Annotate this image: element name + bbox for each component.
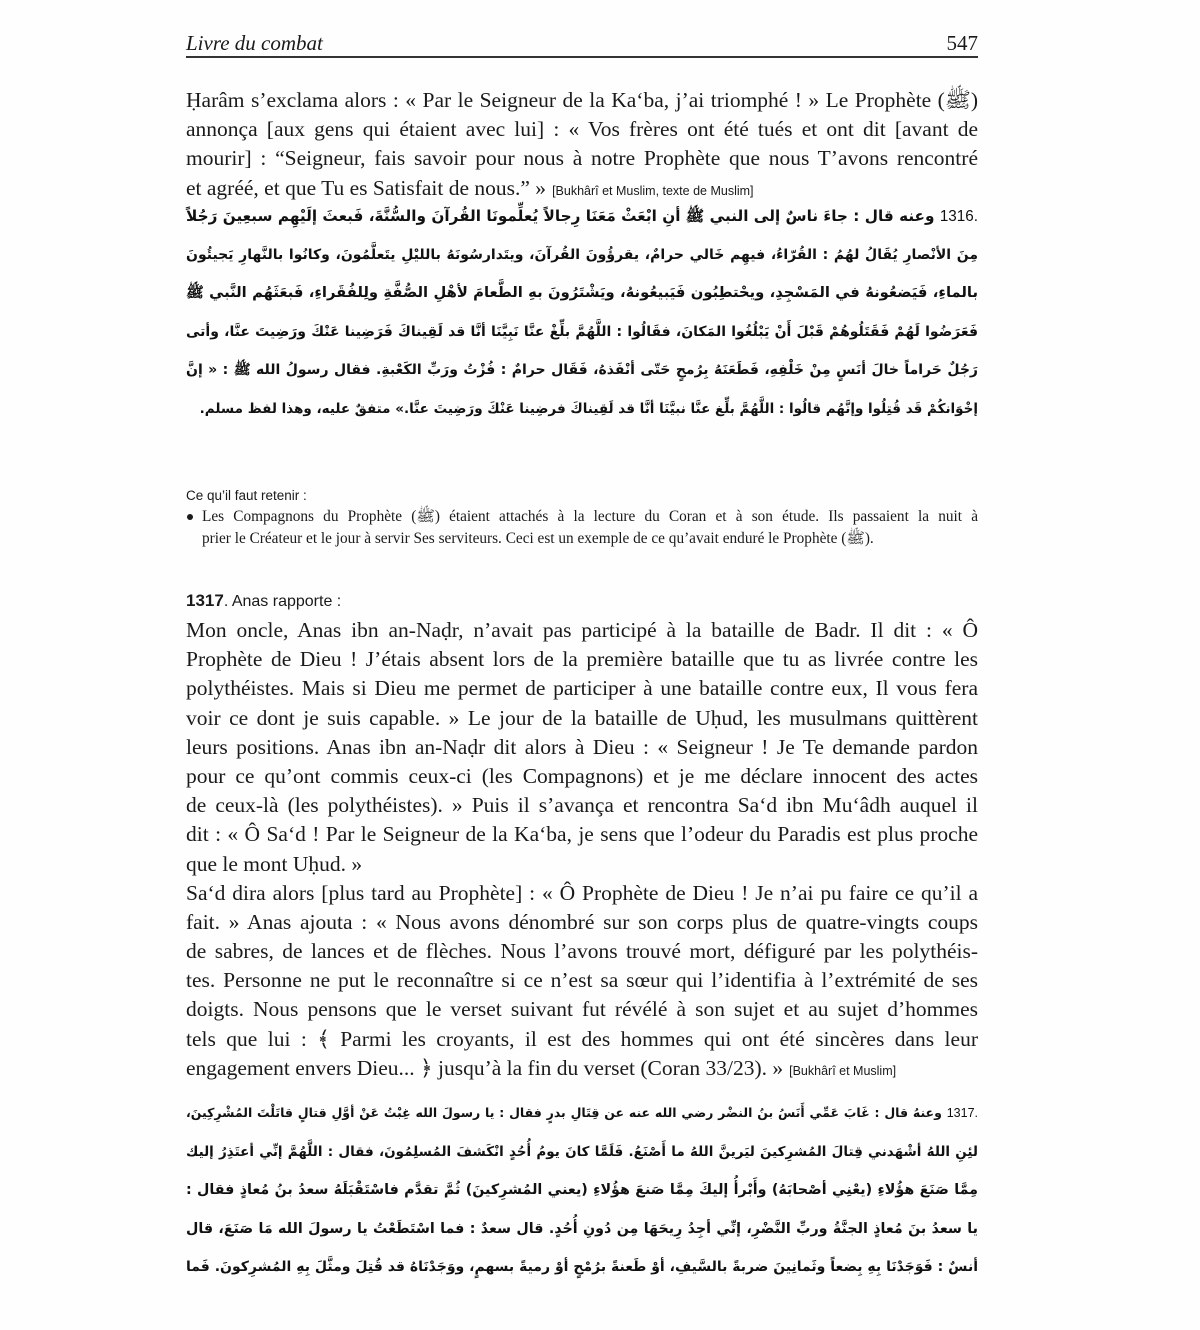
arabic-line: مِنَ الأنْصارِ يُقَالُ لهُمُ : القُرّاءُ، فيهِم خَالي حرامٌ، يقرؤُونَ القُرآنَ، ويتَدارسُونَهُ بالليْلِ يتَعلَّمُونَ، وكانُوا بالنَّهارِ يَجيئُونَ <box>186 246 978 263</box>
arabic-line <box>186 197 978 236</box>
bullet-icon <box>187 514 193 520</box>
running-title: Livre du combat <box>186 31 323 55</box>
text-line: doigts. Nous pensons que le verset suivant fut révélé à son sujet et au sujet d’hommes <box>186 997 978 1022</box>
arabic-text: وعنهُ قال : غَابَ عَمِّي أَنَسُ بنُ النضْر رضي الله عنه عن قِتَالِ بدرٍ فقال : يا رسولَ الله غِبْتُ عَنْ أوَّلِ قتالٍ قاتَلْتَ المُشْرِكِينَ، <box>186 1105 942 1120</box>
arabic-line: مِمَّا صَنَعَ هؤُلاءِ (يعْنِي أصْحابَهُ) وأَبْرأُ إليكَ مِمَّا صَنعَ هؤُلاءِ (يعني المُشرِكينَ) ثُمَّ تقدَّم فاسْتَقْبَلَهُ سعدُ بنُ مُعاذٍ فقال : <box>186 1182 978 1198</box>
header-divider <box>186 56 978 58</box>
source-citation: [Bukhârî et Muslim, texte de Muslim] <box>552 183 754 198</box>
arabic-line: يا سعدُ بنَ مُعاذٍ الجنَّةُ وربِّ النَّضْرِ، إنِّي أجِدُ رِيحَهَا مِن دُونِ أُحُدٍ. قال سعدٌ : فما اسْتَطَعْتُ يا رسولَ الله مَا صَنَعَ، قال <box>186 1220 978 1237</box>
text-line: Prophète de Dieu ! J’étais absent lors de la première bataille que tu as livrée contre les <box>186 647 978 672</box>
hadith-number: 1316. <box>939 208 978 225</box>
text-line: voir ce dont je suis capable. » Le jour de la bataille de Uḥud, les musulmans quittèrent <box>186 705 978 730</box>
text-line: Ḥarâm s’exclama alors : « Par le Seigneur de la Ka‘ba, j’ai triomphé ! » Le Prophète (ﷺ) <box>186 88 978 112</box>
hadith-1316-arabic <box>186 197 978 428</box>
text-line: leurs positions. Anas ibn an-Naḍr dit alors à Dieu : « Seigneur ! Je Te demande pardon <box>186 734 978 759</box>
arabic-line: لئِنِ اللهُ أشْهَدني قِتالَ المُشرِكينَ ليَرينَّ اللهُ ما أَصْنَعُ. فَلَمَّا كانَ يومُ أُحُدٍ انْكَشفَ المُسلِمُونَ، فقال : اللَّهُمَّ إنِّي أعتَذِرُ إليك <box>186 1143 978 1160</box>
text-line: de ceux-là (les polythéistes). » Puis il s’avança et rencontra Sa‘d ibn Mu‘âdh auquel il <box>186 793 978 818</box>
hadith-intro: . Anas rapporte : <box>223 593 342 610</box>
text-line: dit : « Ô Sa‘d ! Par le Seigneur de la Ka‘ba, je sens que l’odeur du Paradis est plus proche <box>186 822 978 847</box>
page-number: 547 <box>946 31 978 55</box>
source-citation: [Bukhârî et Muslim] <box>789 1063 897 1078</box>
arabic-line <box>186 1094 978 1133</box>
arabic-line: رَجُلٌ حَراماً خالَ أنَسٍ مِنْ خَلْفِهِ، فَطَعَنَهُ بِرُمحٍ حَتّى أنْفَذهُ، فَقَال حرامٌ : فُزْتُ ورَبِّ الكَعْبةِ. فقال رسولُ الله ﷺ : « إنَّ <box>186 362 978 378</box>
page-header <box>186 22 978 56</box>
text-line: mourir] : “Seigneur, fais savoir pour nous à notre Prophète que nous T’avons rencontré <box>186 146 978 171</box>
text-line: polythéistes. Mais si Dieu me permet de participer à une bataille contre eux, Il vous fera <box>186 676 978 701</box>
arabic-line: أنسٌ : فَوَجَدْنَا بِهِ بِضعاً وثَمانِينَ ضربةً بالسَّيفِ، أوْ طَعنةً برُمْحٍ أوْ رميةً بسهمٍ، ووَجَدْنَاهُ قد قُتِلَ ومثَّلَ بِهِ المُشرِكونَ. فَما <box>186 1259 978 1275</box>
arabic-line: فَعَرَضُوا لَهُمْ فَقَتَلُوهُمْ قَبْلَ أَنْ يَبْلُغُوا المَكانَ، فقَالُوا : اللَّهُمَّ بلِّغْ عنَّا نَبِيَّنَا أنَّا قد لَقِيناكَ فَرَضِينا عَنْكَ ورَضِيتَ عنَّا، وأتى <box>186 323 978 340</box>
hadith-1317-french-body <box>186 616 978 1083</box>
hadith-1317-arabic <box>186 1094 978 1287</box>
arabic-line: بالماءِ، فَيَضعُونهُ في المَسْجِدِ، ويحْتطِبُون فَيَبيعُونهُ، ويَشْتَرُونَ بهِ الطَّعامَ لأهْلِ الصُّفَّةِ ولِلفُقَراءِ، فَبعَثَهُم النَّبي ﷺ <box>186 284 978 301</box>
text-line: et agréé, et que Tu es Satisfait de nous.” » <box>186 175 547 200</box>
text-line: pour ce qu’ont commis ceux-ci (les Compagnons) et je me déclare innocent des actes <box>186 763 978 788</box>
takeaways-title: Ce qu’il faut retenir : <box>186 488 307 503</box>
text-line: Sa‘d dira alors [plus tard au Prophète] : « Ô Prophète de Dieu ! Je n’ai pu faire ce qu’il a <box>186 880 978 905</box>
text-line: tels que lui : ﴾ Parmi les croyants, il est des hommes qui ont été sincères dans leur <box>186 1026 978 1051</box>
text-line: tes. Personne ne put le reconnaître si ce n’est sa sœur qui l’identifia à l’extrémité de ses <box>186 968 978 993</box>
text-line: fait. » Anas ajouta : « Nous avons dénombré sur son corps plus de quatre-vingts coups <box>186 909 978 934</box>
text-line: annonça [aux gens qui étaient avec lui] : « Vos frères ont été tués et ont dit [avant de <box>186 117 978 142</box>
arabic-text: وعنه قال : جاءَ ناسٌ إلى النبي ﷺ أنِ ابْعَثْ مَعَنَا رِجالاً يُعلِّمونَا القُرآنَ والسُّنَّةَ، فَبعثَ إلَيْهِم سبعِينَ رَجُلاً <box>186 207 935 225</box>
hadith-number: 1317. <box>946 1106 978 1120</box>
bullet-text: Les Compagnons du Prophète (ﷺ) étaient attachés à la lecture du Coran et à son étude. Ils passaient la nuit à <box>202 508 979 525</box>
text-line: que le mont Uḥud. » <box>186 851 363 876</box>
takeaway-bullet <box>186 506 978 528</box>
text-line-with-source <box>186 1054 978 1083</box>
arabic-line: إخْوَانكُمْ قَد قُتِلُوا وإنَّهُم قالُوا : اللَّهُمَّ بلِّغ عنَّا نبيَّنَا أنَّا قد لَقِيناكَ فرضِينا عَنْكَ ورَضِيتَ عنَّا.» متفقٌ عليه، وهذا لفظ مسلم. <box>199 400 978 417</box>
hadith-heading <box>186 590 978 613</box>
key-takeaways <box>186 486 978 550</box>
text-line: Mon oncle, Anas ibn an-Naḍr, n’avait pas participé à la bataille de Badr. Il dit : « Ô <box>186 618 978 642</box>
text-line: de sabres, de lances et de flèches. Nous l’avons trouvé mort, défiguré par les polythéis- <box>186 939 978 964</box>
takeaway-bullet-continuation: prier le Créateur et le jour à servir Ses serviteurs. Ceci est un exemple de ce qu’avait enduré le Prophète (ﷺ). <box>202 530 874 547</box>
hadith-number: 1317 <box>186 591 224 610</box>
hadith-1316-french <box>186 86 978 203</box>
hadith-1317-french <box>186 590 978 613</box>
text-line: engagement envers Dieu... ﴿ jusqu’à la fin du verset (Coran 33/23). » <box>186 1055 784 1080</box>
